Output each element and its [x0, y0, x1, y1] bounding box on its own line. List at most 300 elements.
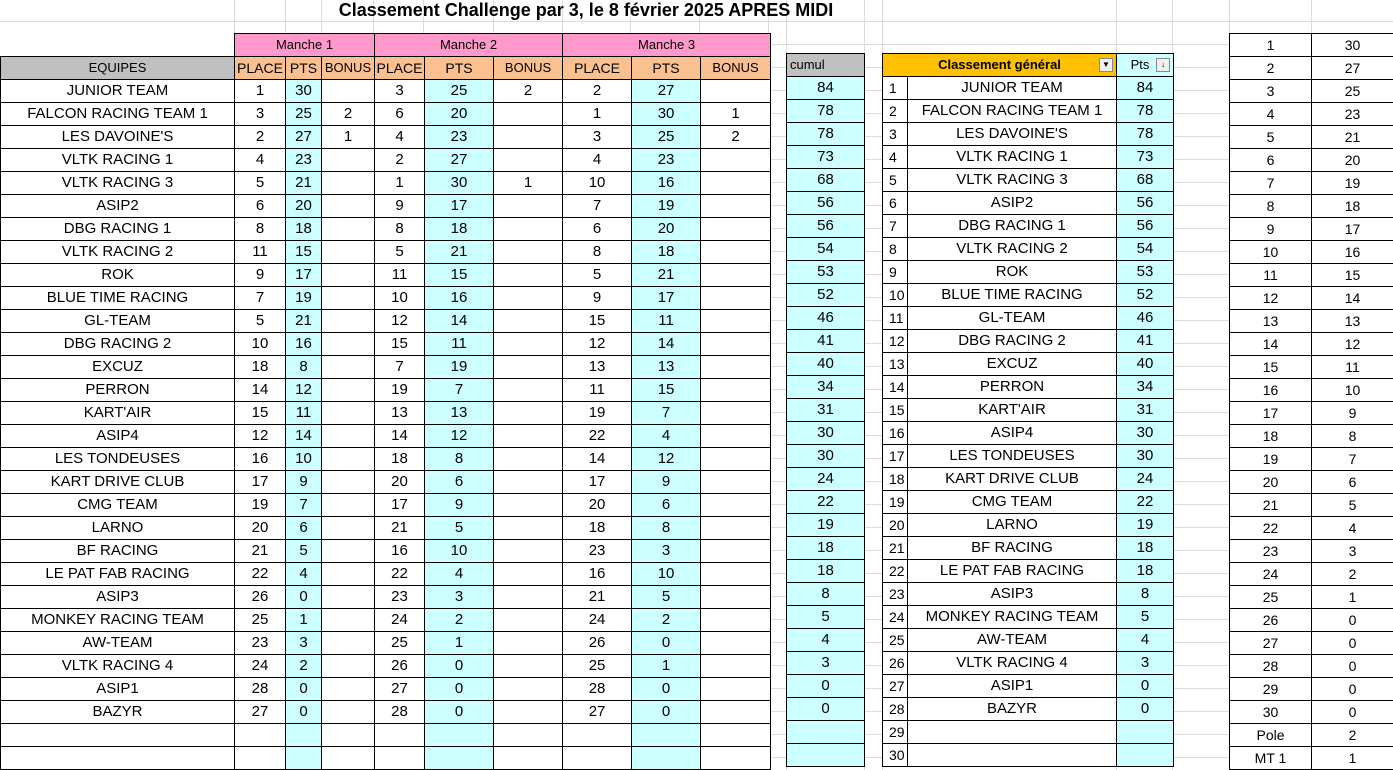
cumul-cell[interactable]: 56: [787, 192, 865, 215]
bonus-cell[interactable]: [322, 355, 375, 378]
place-cell[interactable]: 1: [563, 102, 632, 125]
pts-cell[interactable]: 56: [1117, 215, 1174, 238]
cumul-cell[interactable]: 31: [787, 399, 865, 422]
pts-cell[interactable]: 2: [286, 654, 322, 677]
place-cell[interactable]: 15: [1230, 356, 1312, 379]
bonus-cell[interactable]: [701, 194, 771, 217]
bonus-cell[interactable]: [322, 539, 375, 562]
bonus-header[interactable]: BONUS: [701, 56, 771, 79]
place-cell[interactable]: 8: [235, 217, 286, 240]
place-cell[interactable]: 6: [1230, 149, 1312, 172]
place-cell[interactable]: 3: [375, 79, 425, 102]
place-cell[interactable]: 22: [563, 424, 632, 447]
bonus-cell[interactable]: [322, 401, 375, 424]
points-cell[interactable]: 0: [1312, 609, 1393, 632]
cumul-header[interactable]: cumul: [787, 54, 865, 77]
place-cell[interactable]: 21: [375, 516, 425, 539]
pts-cell[interactable]: 1: [286, 608, 322, 631]
rank-cell[interactable]: 16: [883, 422, 908, 445]
pts-cell[interactable]: 12: [425, 424, 494, 447]
bonus-cell[interactable]: [701, 148, 771, 171]
pts-header[interactable]: PTS: [286, 56, 322, 79]
place-cell[interactable]: 12: [235, 424, 286, 447]
pts-cell[interactable]: 30: [1117, 422, 1174, 445]
bonus-cell[interactable]: [494, 355, 563, 378]
place-cell[interactable]: 26: [563, 631, 632, 654]
place-cell[interactable]: 25: [375, 631, 425, 654]
place-cell[interactable]: 26: [235, 585, 286, 608]
pts-cell[interactable]: 16: [632, 171, 701, 194]
place-cell[interactable]: 23: [563, 539, 632, 562]
place-cell[interactable]: 4: [1230, 103, 1312, 126]
pts-cell[interactable]: 24: [1117, 468, 1174, 491]
place-cell[interactable]: 10: [1230, 241, 1312, 264]
pts-cell[interactable]: 46: [1117, 307, 1174, 330]
pts-cell[interactable]: 16: [425, 286, 494, 309]
bonus-cell[interactable]: [701, 447, 771, 470]
cumul-cell[interactable]: 34: [787, 376, 865, 399]
pts-cell[interactable]: 15: [286, 240, 322, 263]
team-name-cell[interactable]: CMG TEAM: [1, 493, 235, 516]
bonus-cell[interactable]: [322, 148, 375, 171]
pts-cell[interactable]: 73: [1117, 146, 1174, 169]
bonus-cell[interactable]: [322, 424, 375, 447]
bonus-cell[interactable]: [701, 263, 771, 286]
pts-cell[interactable]: 14: [286, 424, 322, 447]
pts-cell[interactable]: 9: [286, 470, 322, 493]
points-cell[interactable]: 27: [1312, 57, 1393, 80]
place-header[interactable]: PLACE: [235, 56, 286, 79]
place-cell[interactable]: 16: [563, 562, 632, 585]
place-cell[interactable]: 3: [1230, 80, 1312, 103]
place-cell[interactable]: MT 1: [1230, 747, 1312, 770]
rank-cell[interactable]: 10: [883, 284, 908, 307]
points-cell[interactable]: 19: [1312, 172, 1393, 195]
place-cell[interactable]: 13: [1230, 310, 1312, 333]
manche-2-header[interactable]: Manche 2: [375, 34, 563, 57]
bonus-cell[interactable]: [322, 263, 375, 286]
rank-cell[interactable]: 29: [883, 721, 908, 744]
points-cell[interactable]: 5: [1312, 494, 1393, 517]
pts-cell[interactable]: 3: [286, 631, 322, 654]
pts-cell[interactable]: 3: [632, 539, 701, 562]
pts-cell[interactable]: 0: [286, 700, 322, 723]
pts-cell[interactable]: 11: [632, 309, 701, 332]
team-name-cell[interactable]: VLTK RACING 4: [1, 654, 235, 677]
bonus-cell[interactable]: [494, 332, 563, 355]
pts-cell[interactable]: 8: [425, 447, 494, 470]
points-cell[interactable]: 0: [1312, 655, 1393, 678]
team-name-cell[interactable]: BLUE TIME RACING: [1, 286, 235, 309]
place-cell[interactable]: 3: [235, 102, 286, 125]
rank-cell[interactable]: 26: [883, 652, 908, 675]
place-cell[interactable]: 5: [235, 171, 286, 194]
team-name-cell[interactable]: VLTK RACING 2: [908, 238, 1117, 261]
place-cell[interactable]: 28: [1230, 655, 1312, 678]
bonus-cell[interactable]: [701, 424, 771, 447]
pts-cell[interactable]: 0: [286, 585, 322, 608]
team-name-cell[interactable]: ASIP4: [908, 422, 1117, 445]
pts-cell[interactable]: 30: [425, 171, 494, 194]
team-name-cell[interactable]: ASIP3: [908, 583, 1117, 606]
pts-cell[interactable]: 17: [425, 194, 494, 217]
equipes-header[interactable]: EQUIPES: [1, 56, 235, 79]
pts-cell[interactable]: 4: [1117, 629, 1174, 652]
place-cell[interactable]: 14: [375, 424, 425, 447]
pts-cell[interactable]: 23: [632, 148, 701, 171]
pts-cell[interactable]: 0: [632, 700, 701, 723]
pts-cell[interactable]: 12: [632, 447, 701, 470]
cumul-cell[interactable]: 30: [787, 422, 865, 445]
team-name-cell[interactable]: KART'AIR: [1, 401, 235, 424]
rank-cell[interactable]: 9: [883, 261, 908, 284]
place-cell[interactable]: 21: [235, 539, 286, 562]
pts-cell[interactable]: 30: [632, 102, 701, 125]
bonus-cell[interactable]: [322, 309, 375, 332]
points-cell[interactable]: 15: [1312, 264, 1393, 287]
bonus-cell[interactable]: [701, 677, 771, 700]
rank-cell[interactable]: 28: [883, 698, 908, 721]
place-cell[interactable]: 25: [235, 608, 286, 631]
rank-cell[interactable]: 18: [883, 468, 908, 491]
pts-cell[interactable]: 7: [632, 401, 701, 424]
points-cell[interactable]: 17: [1312, 218, 1393, 241]
pts-cell[interactable]: 13: [632, 355, 701, 378]
place-cell[interactable]: 10: [563, 171, 632, 194]
place-cell[interactable]: 12: [563, 332, 632, 355]
cumul-cell[interactable]: 0: [787, 675, 865, 698]
team-name-cell[interactable]: BF RACING: [908, 537, 1117, 560]
bonus-cell[interactable]: [701, 631, 771, 654]
team-name-cell[interactable]: ASIP1: [1, 677, 235, 700]
pts-cell[interactable]: 6: [425, 470, 494, 493]
pts-cell[interactable]: 40: [1117, 353, 1174, 376]
manche-1-header[interactable]: Manche 1: [235, 34, 375, 57]
bonus-cell[interactable]: [494, 102, 563, 125]
team-name-cell[interactable]: DBG RACING 1: [1, 217, 235, 240]
cumul-cell[interactable]: 78: [787, 123, 865, 146]
pts-cell[interactable]: 1: [632, 654, 701, 677]
pts-cell[interactable]: 15: [425, 263, 494, 286]
pts-cell[interactable]: 21: [286, 171, 322, 194]
bonus-cell[interactable]: [701, 585, 771, 608]
pts-cell[interactable]: [425, 723, 494, 746]
bonus-cell[interactable]: [494, 401, 563, 424]
bonus-cell[interactable]: [701, 470, 771, 493]
team-name-cell[interactable]: EXCUZ: [908, 353, 1117, 376]
team-name-cell[interactable]: KART'AIR: [908, 399, 1117, 422]
bonus-cell[interactable]: [322, 562, 375, 585]
place-cell[interactable]: 22: [1230, 517, 1312, 540]
place-cell[interactable]: 17: [563, 470, 632, 493]
team-name-cell[interactable]: KART DRIVE CLUB: [1, 470, 235, 493]
place-cell[interactable]: 8: [375, 217, 425, 240]
points-cell[interactable]: 11: [1312, 356, 1393, 379]
cumul-cell[interactable]: 8: [787, 583, 865, 606]
pts-cell[interactable]: 15: [632, 378, 701, 401]
pts-cell[interactable]: [286, 723, 322, 746]
bonus-cell[interactable]: [494, 700, 563, 723]
cumul-cell[interactable]: 22: [787, 491, 865, 514]
points-cell[interactable]: 14: [1312, 287, 1393, 310]
rank-cell[interactable]: 3: [883, 123, 908, 146]
bonus-cell[interactable]: [494, 608, 563, 631]
team-name-cell[interactable]: LARNO: [1, 516, 235, 539]
cumul-cell[interactable]: 54: [787, 238, 865, 261]
place-cell[interactable]: 26: [375, 654, 425, 677]
place-cell[interactable]: 23: [1230, 540, 1312, 563]
place-cell[interactable]: 24: [375, 608, 425, 631]
pts-cell[interactable]: 18: [286, 217, 322, 240]
points-cell[interactable]: 25: [1312, 80, 1393, 103]
place-cell[interactable]: 24: [1230, 563, 1312, 586]
pts-cell[interactable]: [632, 723, 701, 746]
bonus-cell[interactable]: [701, 746, 771, 769]
place-cell[interactable]: 5: [375, 240, 425, 263]
pts-cell[interactable]: 8: [632, 516, 701, 539]
pts-cell[interactable]: 0: [632, 631, 701, 654]
points-cell[interactable]: 20: [1312, 149, 1393, 172]
pts-cell[interactable]: 5: [286, 539, 322, 562]
place-cell[interactable]: 16: [1230, 379, 1312, 402]
pts-cell[interactable]: 10: [286, 447, 322, 470]
place-cell[interactable]: 25: [1230, 586, 1312, 609]
pts-cell[interactable]: 4: [286, 562, 322, 585]
team-name-cell[interactable]: [1, 746, 235, 769]
bonus-cell[interactable]: [322, 700, 375, 723]
place-cell[interactable]: 20: [563, 493, 632, 516]
place-cell[interactable]: 5: [563, 263, 632, 286]
team-name-cell[interactable]: ROK: [1, 263, 235, 286]
team-name-cell[interactable]: BLUE TIME RACING: [908, 284, 1117, 307]
bonus-cell[interactable]: [701, 401, 771, 424]
sort-descending-icon[interactable]: ↓: [1156, 58, 1170, 72]
place-cell[interactable]: 9: [1230, 218, 1312, 241]
team-name-cell[interactable]: ASIP1: [908, 675, 1117, 698]
bonus-cell[interactable]: [701, 332, 771, 355]
place-cell[interactable]: 1: [235, 79, 286, 102]
pts-cell[interactable]: 0: [1117, 675, 1174, 698]
bonus-cell[interactable]: [701, 562, 771, 585]
bonus-cell[interactable]: [322, 332, 375, 355]
pts-cell[interactable]: 54: [1117, 238, 1174, 261]
place-cell[interactable]: 26: [1230, 609, 1312, 632]
team-name-cell[interactable]: ASIP2: [908, 192, 1117, 215]
bonus-cell[interactable]: [322, 516, 375, 539]
pts-cell[interactable]: 16: [286, 332, 322, 355]
filter-dropdown-icon[interactable]: ▼: [1099, 58, 1113, 72]
cumul-cell[interactable]: [787, 744, 865, 767]
bonus-cell[interactable]: [322, 470, 375, 493]
pts-cell[interactable]: 21: [632, 263, 701, 286]
rank-cell[interactable]: 30: [883, 744, 908, 767]
pts-cell[interactable]: 5: [632, 585, 701, 608]
place-cell[interactable]: 12: [1230, 287, 1312, 310]
team-name-cell[interactable]: DBG RACING 2: [1, 332, 235, 355]
bonus-cell[interactable]: [322, 79, 375, 102]
pts-cell[interactable]: 0: [425, 700, 494, 723]
team-name-cell[interactable]: MONKEY RACING TEAM: [1, 608, 235, 631]
pts-cell[interactable]: 6: [286, 516, 322, 539]
place-cell[interactable]: 3: [563, 125, 632, 148]
bonus-cell[interactable]: [701, 700, 771, 723]
bonus-cell[interactable]: [322, 286, 375, 309]
pts-cell[interactable]: 19: [286, 286, 322, 309]
pts-cell[interactable]: 8: [286, 355, 322, 378]
place-cell[interactable]: 11: [1230, 264, 1312, 287]
rank-cell[interactable]: 21: [883, 537, 908, 560]
pts-cell[interactable]: 12: [286, 378, 322, 401]
rank-cell[interactable]: 19: [883, 491, 908, 514]
team-name-cell[interactable]: [908, 721, 1117, 744]
bonus-cell[interactable]: [494, 194, 563, 217]
manche-3-header[interactable]: Manche 3: [563, 34, 771, 57]
bonus-cell[interactable]: [701, 309, 771, 332]
points-cell[interactable]: 21: [1312, 126, 1393, 149]
team-name-cell[interactable]: LARNO: [908, 514, 1117, 537]
rank-cell[interactable]: 1: [883, 77, 908, 100]
team-name-cell[interactable]: LE PAT FAB RACING: [1, 562, 235, 585]
place-cell[interactable]: 14: [563, 447, 632, 470]
pts-cell[interactable]: 30: [1117, 445, 1174, 468]
place-cell[interactable]: 7: [375, 355, 425, 378]
team-name-cell[interactable]: VLTK RACING 1: [1, 148, 235, 171]
pts-cell[interactable]: 31: [1117, 399, 1174, 422]
place-cell[interactable]: 19: [563, 401, 632, 424]
place-cell[interactable]: 8: [1230, 195, 1312, 218]
place-cell[interactable]: 24: [563, 608, 632, 631]
bonus-cell[interactable]: [701, 493, 771, 516]
pts-cell[interactable]: [1117, 721, 1174, 744]
points-cell[interactable]: 2: [1312, 563, 1393, 586]
bonus-cell[interactable]: [701, 79, 771, 102]
bonus-cell[interactable]: [322, 585, 375, 608]
place-cell[interactable]: 27: [563, 700, 632, 723]
team-name-cell[interactable]: AW-TEAM: [1, 631, 235, 654]
place-cell[interactable]: 7: [1230, 172, 1312, 195]
rank-cell[interactable]: 25: [883, 629, 908, 652]
place-cell[interactable]: 4: [563, 148, 632, 171]
cumul-cell[interactable]: 4: [787, 629, 865, 652]
pts-cell[interactable]: 78: [1117, 100, 1174, 123]
pts-cell[interactable]: 0: [632, 677, 701, 700]
place-cell[interactable]: 29: [1230, 678, 1312, 701]
pts-cell[interactable]: 17: [286, 263, 322, 286]
place-cell[interactable]: 30: [1230, 701, 1312, 724]
team-name-cell[interactable]: PERRON: [908, 376, 1117, 399]
points-cell[interactable]: 4: [1312, 517, 1393, 540]
pts-cell[interactable]: 27: [286, 125, 322, 148]
place-cell[interactable]: 21: [563, 585, 632, 608]
place-cell[interactable]: 1: [1230, 34, 1312, 57]
classement-general-header[interactable]: [883, 54, 1117, 77]
pts-cell[interactable]: 2: [632, 608, 701, 631]
pts-cell[interactable]: 20: [425, 102, 494, 125]
bonus-cell[interactable]: [322, 608, 375, 631]
pts-cell[interactable]: 18: [425, 217, 494, 240]
bonus-cell[interactable]: [494, 470, 563, 493]
place-cell[interactable]: 18: [235, 355, 286, 378]
pts-cell[interactable]: 53: [1117, 261, 1174, 284]
bonus-cell[interactable]: [322, 217, 375, 240]
points-cell[interactable]: 10: [1312, 379, 1393, 402]
bonus-cell[interactable]: [494, 240, 563, 263]
pts-cell[interactable]: 68: [1117, 169, 1174, 192]
place-cell[interactable]: 18: [375, 447, 425, 470]
bonus-cell[interactable]: [494, 562, 563, 585]
points-cell[interactable]: 13: [1312, 310, 1393, 333]
pts-cell[interactable]: [1117, 744, 1174, 767]
pts-cell[interactable]: 11: [286, 401, 322, 424]
cumul-cell[interactable]: [787, 721, 865, 744]
place-cell[interactable]: 9: [563, 286, 632, 309]
pts-cell[interactable]: 25: [425, 79, 494, 102]
points-cell[interactable]: 3: [1312, 540, 1393, 563]
pts-cell[interactable]: 30: [286, 79, 322, 102]
pts-cell[interactable]: [425, 746, 494, 769]
pts-cell[interactable]: 18: [1117, 537, 1174, 560]
team-name-cell[interactable]: MONKEY RACING TEAM: [908, 606, 1117, 629]
pts-cell[interactable]: 23: [425, 125, 494, 148]
pts-cell[interactable]: 17: [632, 286, 701, 309]
pts-cell[interactable]: 52: [1117, 284, 1174, 307]
rank-cell[interactable]: 27: [883, 675, 908, 698]
pts-cell[interactable]: 0: [286, 677, 322, 700]
place-cell[interactable]: [563, 723, 632, 746]
pts-cell[interactable]: 21: [286, 309, 322, 332]
team-name-cell[interactable]: CMG TEAM: [908, 491, 1117, 514]
team-name-cell[interactable]: [908, 744, 1117, 767]
cumul-cell[interactable]: 41: [787, 330, 865, 353]
place-cell[interactable]: [563, 746, 632, 769]
bonus-cell[interactable]: 1: [494, 171, 563, 194]
bonus-cell[interactable]: 2: [322, 102, 375, 125]
pts-cell[interactable]: 27: [425, 148, 494, 171]
team-name-cell[interactable]: FALCON RACING TEAM 1: [1, 102, 235, 125]
team-name-cell[interactable]: BAZYR: [908, 698, 1117, 721]
place-header[interactable]: PLACE: [375, 56, 425, 79]
place-cell[interactable]: 9: [375, 194, 425, 217]
bonus-cell[interactable]: [494, 654, 563, 677]
cumul-cell[interactable]: 0: [787, 698, 865, 721]
bonus-cell[interactable]: [701, 171, 771, 194]
points-cell[interactable]: 18: [1312, 195, 1393, 218]
bonus-cell[interactable]: [494, 378, 563, 401]
place-cell[interactable]: 19: [235, 493, 286, 516]
place-cell[interactable]: 14: [1230, 333, 1312, 356]
bonus-cell[interactable]: [322, 493, 375, 516]
bonus-cell[interactable]: [322, 447, 375, 470]
place-cell[interactable]: 2: [563, 79, 632, 102]
place-cell[interactable]: 12: [375, 309, 425, 332]
place-cell[interactable]: 22: [235, 562, 286, 585]
pts-cell[interactable]: 27: [632, 79, 701, 102]
place-cell[interactable]: 6: [235, 194, 286, 217]
place-cell[interactable]: 8: [563, 240, 632, 263]
pts-header[interactable]: PTS: [632, 56, 701, 79]
place-cell[interactable]: 17: [1230, 402, 1312, 425]
place-cell[interactable]: 6: [375, 102, 425, 125]
pts-cell[interactable]: 34: [1117, 376, 1174, 399]
pts-cell[interactable]: 18: [1117, 560, 1174, 583]
place-cell[interactable]: 15: [563, 309, 632, 332]
pts-cell[interactable]: 19: [632, 194, 701, 217]
bonus-cell[interactable]: [701, 516, 771, 539]
place-cell[interactable]: 21: [1230, 494, 1312, 517]
team-name-cell[interactable]: BAZYR: [1, 700, 235, 723]
team-name-cell[interactable]: EXCUZ: [1, 355, 235, 378]
pts-cell[interactable]: 20: [286, 194, 322, 217]
